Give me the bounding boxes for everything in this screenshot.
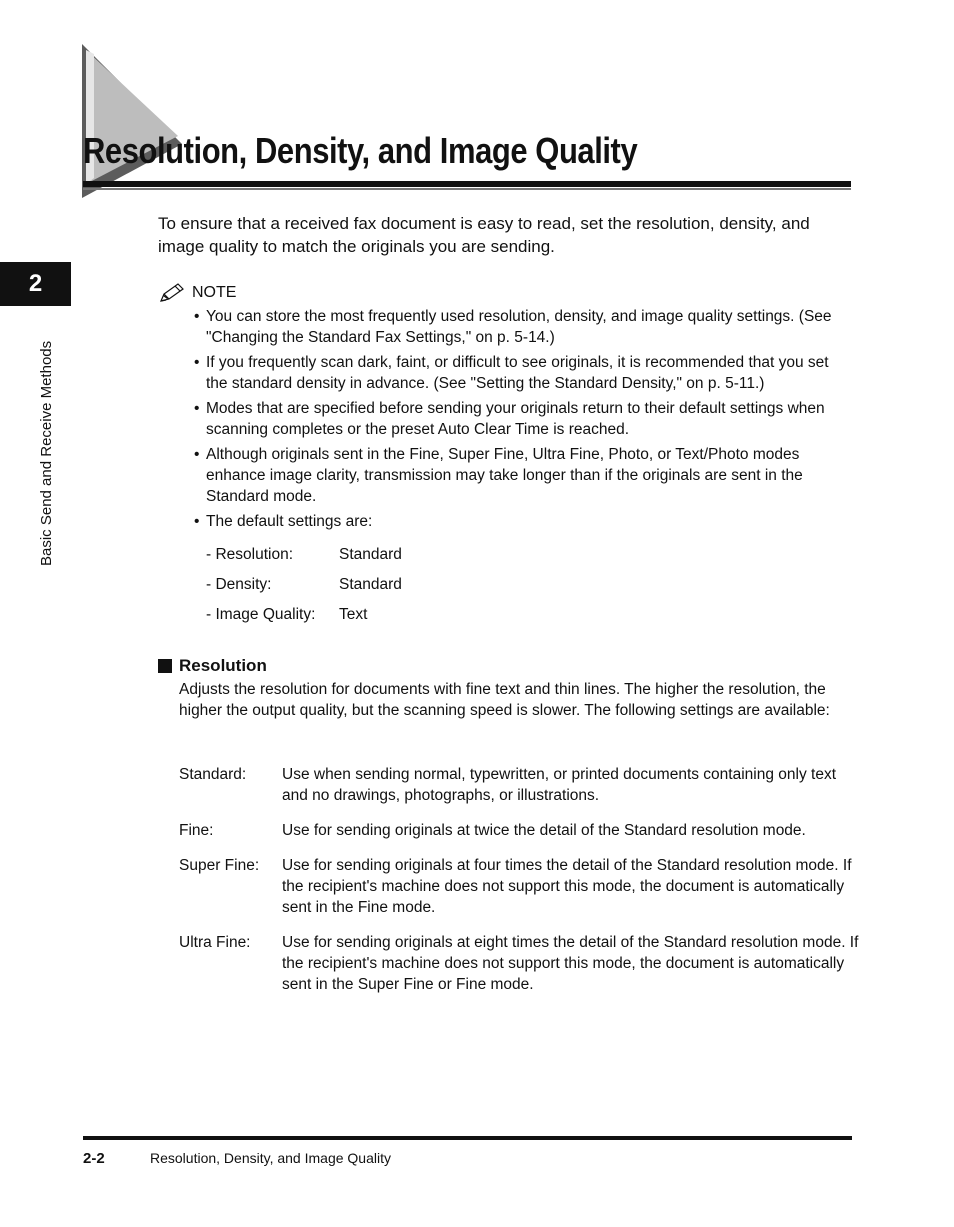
note-item bbox=[194, 398, 854, 440]
setting-name: Ultra Fine: bbox=[179, 934, 251, 951]
default-value: Standard bbox=[339, 576, 402, 593]
setting-row bbox=[179, 855, 859, 918]
default-row bbox=[206, 600, 402, 630]
setting-name: Super Fine: bbox=[179, 857, 260, 874]
setting-description: Use for sending originals at twice the detail of the Standard resolution mode. bbox=[282, 822, 806, 839]
setting-row bbox=[179, 820, 859, 841]
note-item-text: The default settings are: bbox=[206, 513, 373, 530]
pencil-icon bbox=[158, 282, 186, 304]
default-settings bbox=[206, 540, 402, 630]
setting-description: Use for sending originals at four times the detail of the Standard resolution mode. If the recipient's machine does not support this mode, the document is automatically sent in the Fine mode. bbox=[282, 857, 852, 916]
setting-description: Use for sending originals at eight times the detail of the Standard resolution mode. If the recipient's machine does not support this mode, the document is automatically sent in the Super Fine or Fine mode. bbox=[282, 934, 859, 993]
title-rule-shadow bbox=[83, 188, 851, 190]
default-key: - Density: bbox=[206, 576, 272, 593]
note-item bbox=[194, 352, 854, 394]
default-value: Standard bbox=[339, 546, 402, 563]
setting-row bbox=[179, 932, 859, 995]
note-item bbox=[194, 306, 854, 348]
corner-triangle-graphic bbox=[82, 44, 202, 200]
bullet: • bbox=[194, 446, 200, 463]
setting-name: Standard: bbox=[179, 766, 247, 783]
chapter-tab: 2 bbox=[0, 262, 71, 306]
note-heading bbox=[158, 282, 236, 304]
bullet: • bbox=[194, 308, 200, 325]
resolution-heading-text: Resolution bbox=[179, 656, 267, 675]
note-item bbox=[194, 511, 854, 532]
page-title: Resolution, Density, and Image Quality bbox=[83, 130, 638, 171]
resolution-description: Adjusts the resolution for documents with fine text and thin lines. The higher the resolution, the higher the output quality, but the scanning speed is slower. The following settings are available: bbox=[179, 681, 830, 719]
resolution-settings-list bbox=[179, 764, 859, 1009]
default-value: Text bbox=[339, 606, 368, 623]
default-row bbox=[206, 540, 402, 570]
default-row bbox=[206, 570, 402, 600]
bullet: • bbox=[194, 513, 200, 530]
note-item-text: Although originals sent in the Fine, Super Fine, Ultra Fine, Photo, or Text/Photo modes enhance image clarity, transmission may take longer than if the originals are sent in the Standard mode. bbox=[206, 446, 803, 505]
note-item-text: You can store the most frequently used resolution, density, and image quality settings. (See "Changing the Standard Fax Settings," on p. 5-14.) bbox=[206, 308, 832, 346]
bullet: • bbox=[194, 400, 200, 417]
intro-paragraph: To ensure that a received fax document is easy to read, set the resolution, density, and image quality to match the originals you are sending. bbox=[158, 214, 810, 256]
note-item-text: Modes that are specified before sending your originals return to their default settings when scanning completes or the preset Auto Clear Time is reached. bbox=[206, 400, 825, 438]
note-item-text: If you frequently scan dark, faint, or difficult to see originals, it is recommended that you set the standard density in advance. (See "Setting the Standard Density," on p. 5-11.) bbox=[206, 354, 829, 392]
chapter-side-label: Basic Send and Receive Methods bbox=[38, 340, 55, 566]
square-bullet-icon bbox=[158, 659, 172, 673]
footer-rule bbox=[83, 1136, 852, 1140]
footer-title: Resolution, Density, and Image Quality bbox=[150, 1150, 391, 1166]
default-key: - Resolution: bbox=[206, 546, 294, 563]
resolution-heading bbox=[158, 656, 267, 676]
title-rule bbox=[83, 181, 851, 187]
note-label: NOTE bbox=[192, 284, 237, 301]
setting-name: Fine: bbox=[179, 822, 214, 839]
note-item bbox=[194, 444, 854, 507]
note-list bbox=[194, 306, 854, 536]
setting-row bbox=[179, 764, 859, 806]
setting-description: Use when sending normal, typewritten, or printed documents containing only text and no drawings, photographs, or illustrations. bbox=[282, 766, 836, 804]
bullet: • bbox=[194, 354, 200, 371]
default-key: - Image Quality: bbox=[206, 606, 316, 623]
page-number: 2-2 bbox=[83, 1150, 105, 1167]
